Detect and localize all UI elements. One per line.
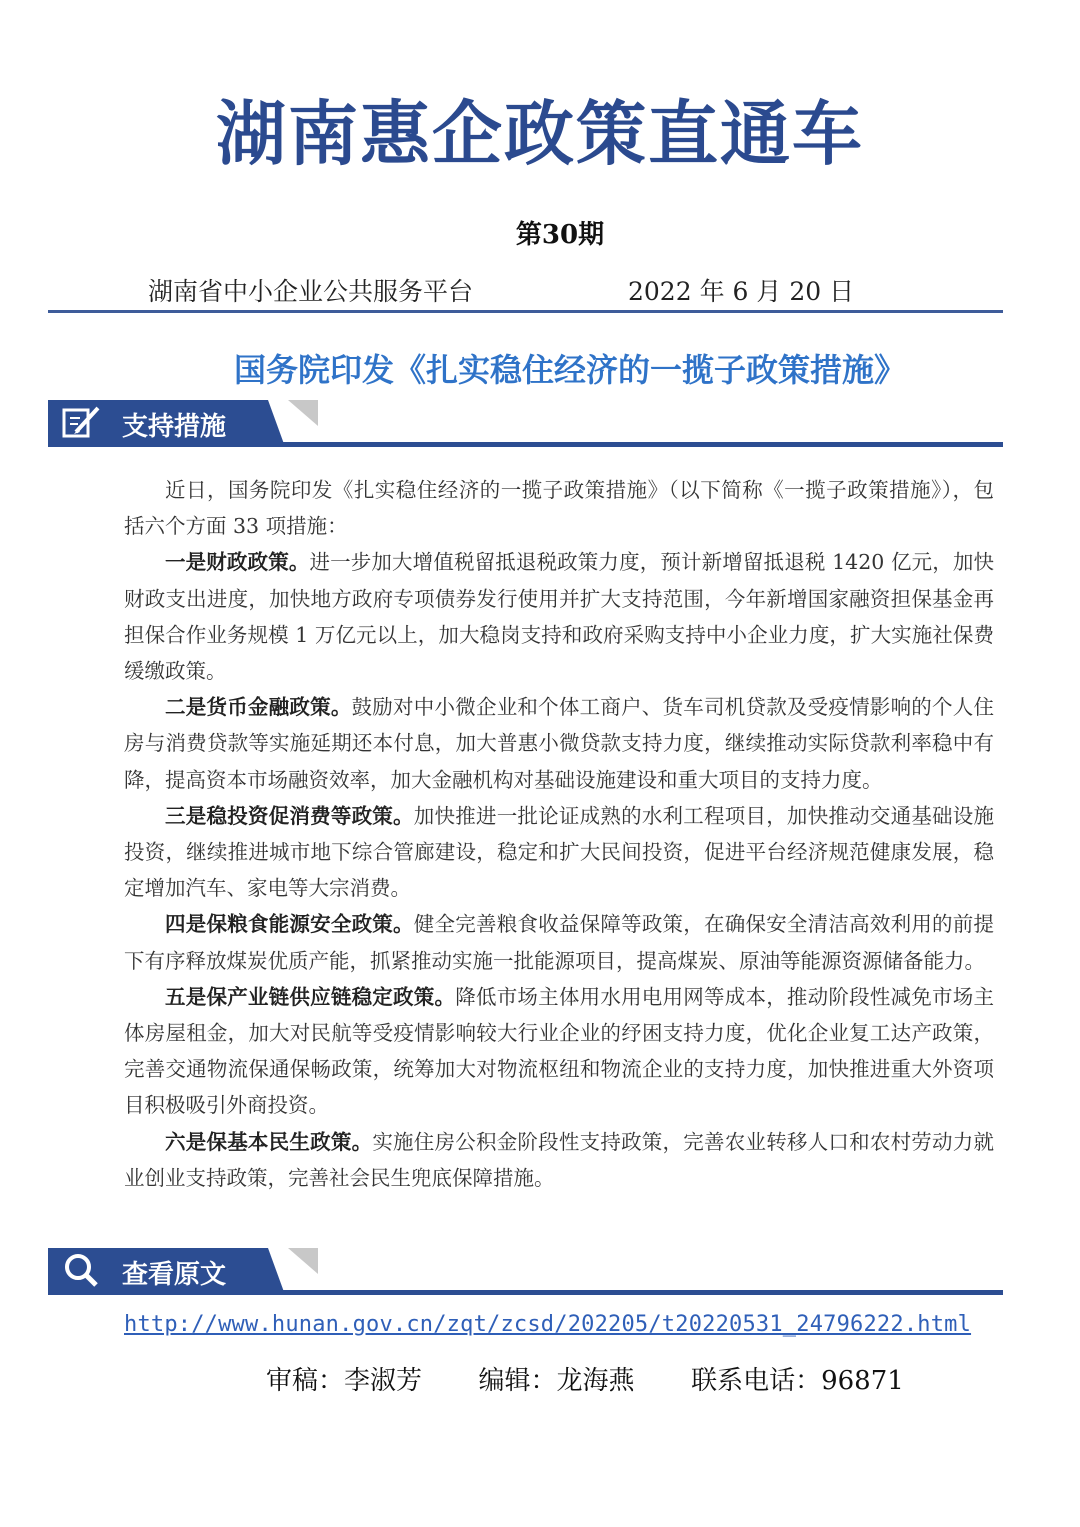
paragraph-text: 进一步加大增值税留抵退税政策力度，预计新增留抵退税 1420 亿元，加快财政支出进度，加快地方政府专项债券发行使用并扩大支持范围，今年新增国家融资担保基金再担保合作业务规模 1 万亿元以上，加大稳岗支持和政府采购支持中小企业力度，扩大实施社保费缓缴政策。 — [124, 550, 995, 684]
paragraph-text: 实施住房公积金阶段性支持政策，完善农业转移人口和农村劳动力就业创业支持政策，完善社会民生兜底保障措施。 — [124, 1129, 995, 1190]
header-divider — [48, 310, 1003, 313]
contact-phone: 联系电话：96871 — [691, 1366, 904, 1396]
paragraph-text: 健全完善粮食收益保障等政策，在确保安全清洁高效利用的前提下有序释放煤炭优质产能，抓紧推动实施一批能源项目，提高煤炭、原油等能源资源储备能力。 — [124, 912, 995, 973]
paragraph-text: 鼓励对中小微企业和个体工商户、货车司机贷款及受疫情影响的个人住房与消费贷款等实施延期还本付息，加大普惠小微贷款支持力度，继续推动实际贷款利率稳中有降，提高资本市场融资效率，加大金融机构对基础设施建设和重大项目的支持力度。 — [124, 695, 994, 792]
policy-paragraph — [124, 1124, 994, 1196]
pen-notepad-icon — [56, 404, 106, 440]
policy-paragraph — [124, 798, 994, 907]
tab-shadow — [288, 1248, 318, 1274]
policy-paragraph — [124, 689, 994, 798]
paragraph-lead: 一是财政政策。 — [165, 550, 310, 575]
section-header-support — [48, 400, 1003, 448]
paragraph-text: 加快推进一批论证成熟的水利工程项目，加快推动交通基础设施投资，继续推进城市地下综合管廊建设，稳定和扩大民间投资，促进平台经济规范健康发展，稳定增加汽车、家电等大宗消费。 — [124, 803, 995, 901]
section-header-original — [48, 1248, 1003, 1296]
paragraph-lead: 四是保粮食能源安全政策。 — [165, 912, 414, 937]
policy-paragraph — [124, 979, 994, 1124]
paragraph-lead: 二是货币金融政策。 — [165, 695, 352, 720]
paragraph-text: 降低市场主体用水用电用网等成本，推动阶段性减免市场主体房屋租金，加大对民航等受疫情影响较大行业企业的纾困支持力度，优化企业复工达产政策，完善交通物流保通保畅政策，统筹加大对物流枢纽和物流企业的支持力度，加快推进重大外资项目积极吸引外商投资。 — [124, 984, 995, 1118]
editor-credit: 编辑：龙海燕 — [478, 1366, 635, 1396]
intro-paragraph: 近日，国务院印发《扎实稳住经济的一揽子政策措施》（以下简称《一揽子政策措施》），包括六个方面 33 项措施： — [124, 478, 994, 539]
publisher-name: 湖南省中小企业公共服务平台 — [148, 277, 474, 306]
reviewer-credit: 审稿：李淑芳 — [266, 1366, 423, 1396]
policy-paragraph — [124, 906, 994, 978]
paragraph-lead: 六是保基本民生政策。 — [165, 1129, 373, 1154]
section-label: 查看原文 — [122, 1260, 227, 1290]
tab-shadow — [288, 400, 318, 426]
footer-credits — [266, 1360, 904, 1397]
masthead-title: 湖南惠企政策直通车 — [216, 92, 864, 175]
publish-date: 2022 年 6 月 20 日 — [628, 277, 855, 306]
paragraph-lead: 五是保产业链供应链稳定政策。 — [165, 984, 456, 1009]
section-label: 支持措施 — [122, 412, 227, 442]
magnifier-icon — [56, 1252, 106, 1288]
policy-paragraph — [124, 544, 994, 689]
article-body — [124, 472, 994, 1196]
source-link[interactable]: http://www.hunan.gov.cn/zqt/zcsd/202205/t20220531_24796222.html — [124, 1312, 972, 1337]
article-title: 国务院印发《扎实稳住经济的一揽子政策措施》 — [233, 351, 906, 389]
issue-number: 第30期 — [515, 220, 605, 250]
paragraph-lead: 三是稳投资促消费等政策。 — [165, 803, 414, 828]
